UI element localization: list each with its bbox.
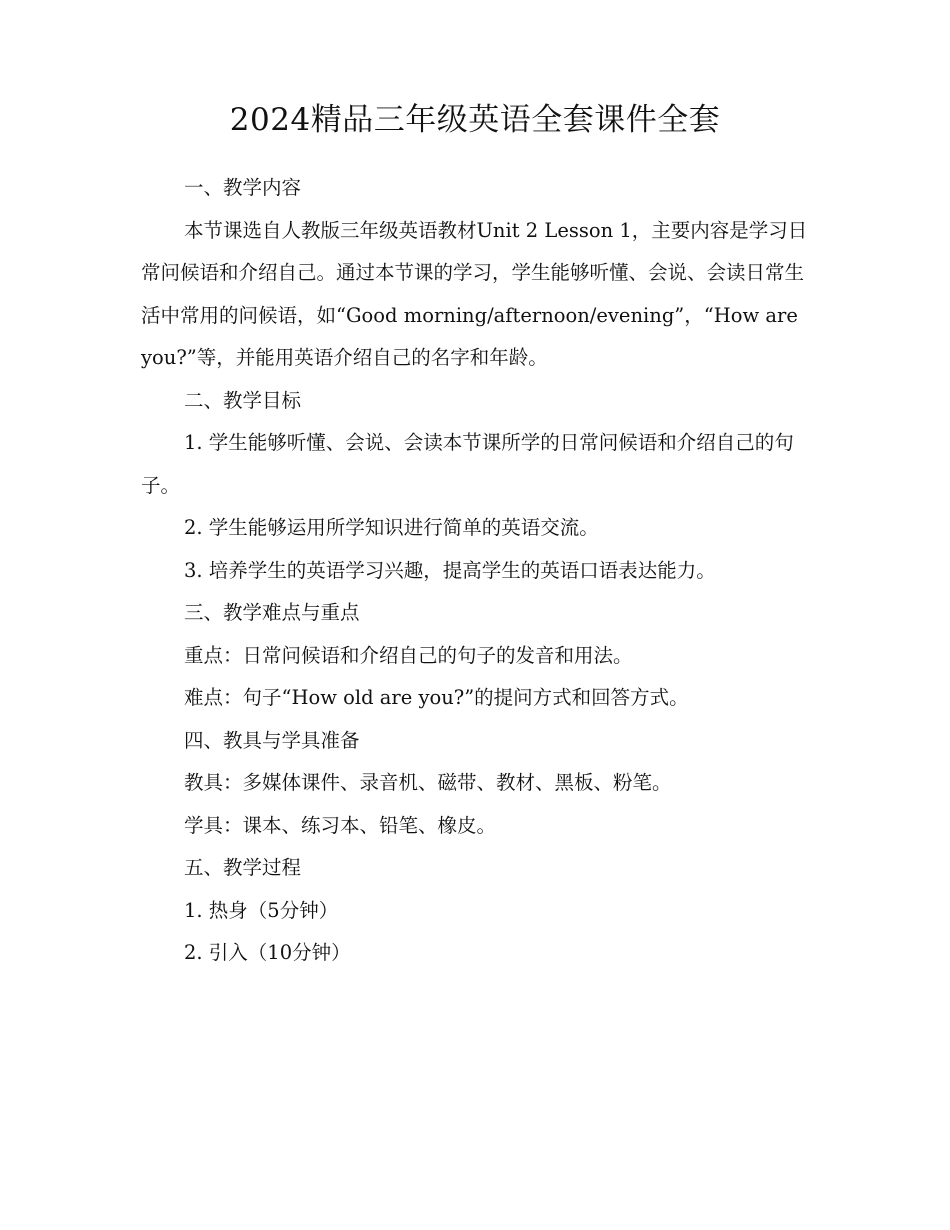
section-heading-process: 五、教学过程 — [184, 856, 302, 879]
section-heading-key-points: 三、教学难点与重点 — [184, 601, 360, 624]
section-heading-objectives: 二、教学目标 — [184, 388, 302, 412]
key-point-difficulty: 难点：句子“How old are you?”的提问方式和回答方式。 — [184, 686, 689, 709]
materials-student: 学具：课本、练习本、铅笔、橡皮。 — [184, 813, 497, 837]
objective-item-3: 3. 培养学生的英语学习兴趣，提高学生的英语口语表达能力。 — [184, 558, 716, 582]
key-point-focus: 重点：日常问候语和介绍自己的句子的发音和用法。 — [184, 643, 633, 667]
objective-item-2: 2. 学生能够运用所学知识进行简单的英语交流。 — [184, 516, 599, 539]
materials-teacher: 教具：多媒体课件、录音机、磁带、教材、黑板、粉笔。 — [184, 771, 672, 794]
objective-item-1: 1. 学生能够听懂、会说、会读本节课所学的日常问候语和介绍自己的句子。 — [141, 431, 794, 497]
section-heading-materials: 四、教具与学具准备 — [184, 728, 360, 752]
document-title: 2024精品三年级英语全套课件全套 — [229, 102, 721, 138]
section-heading-content: 一、教学内容 — [184, 176, 302, 199]
process-step-2: 2. 引入（10分钟） — [184, 941, 351, 964]
document-body — [141, 167, 811, 975]
paragraph-content-description: 本节课选自人教版三年级英语教材Unit 2 Lesson 1，主要内容是学习日常问候语和介绍自己。通过本节课的学习，学生能够听懂、会说、会读日常生活中常用的问候语，如“Good morning/afternoon/evening”，“How are you?”等，并能用英语介绍自己的名字和年龄。 — [141, 218, 808, 369]
process-step-1: 1. 热身（5分钟） — [184, 898, 339, 922]
